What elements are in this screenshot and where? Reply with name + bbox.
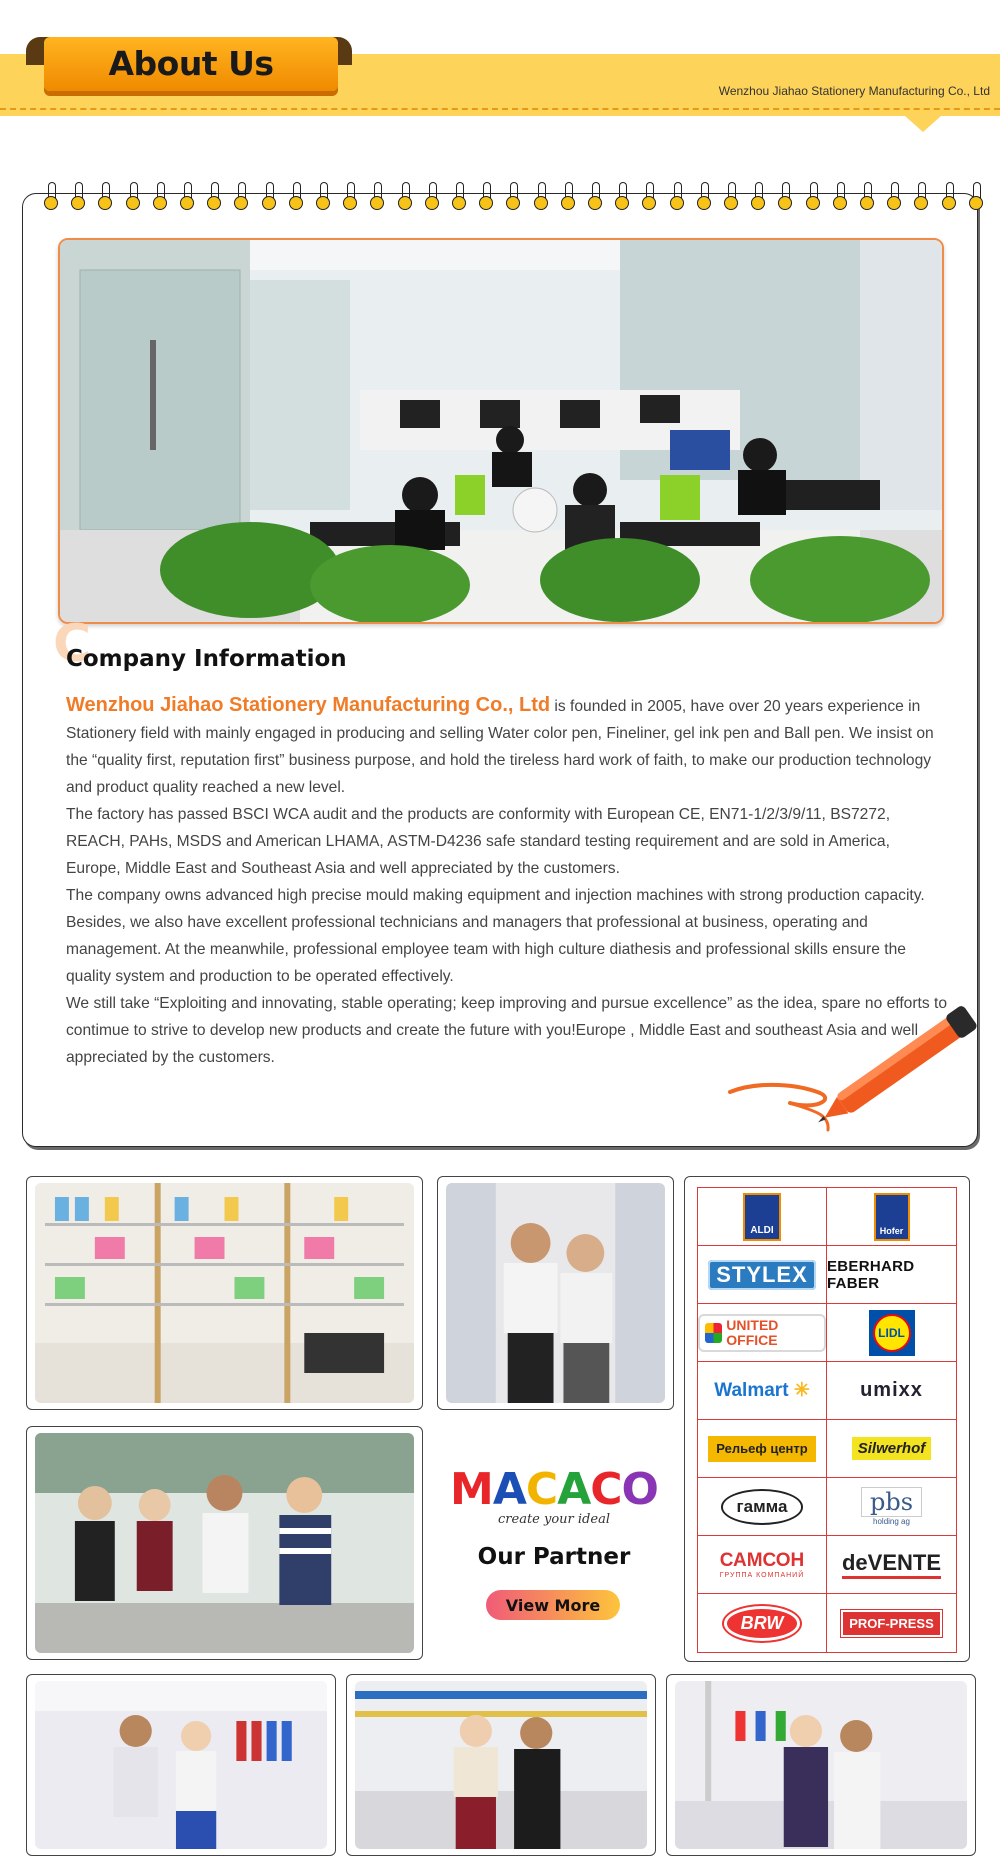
- spiral-ring: [860, 182, 874, 216]
- page-title: About Us: [108, 44, 274, 83]
- spiral-ring: [697, 182, 711, 216]
- spiral-ring: [180, 182, 194, 216]
- spiral-ring: [751, 182, 765, 216]
- spiral-ring: [806, 182, 820, 216]
- logo-stylex: STYLEX: [698, 1246, 827, 1304]
- logo-umixx: umixx: [827, 1362, 956, 1420]
- our-partner-heading: Our Partner: [477, 1544, 631, 1570]
- macaco-logo: [444, 1466, 664, 1527]
- spiral-ring: [452, 182, 466, 216]
- spiral-ring: [887, 182, 901, 216]
- spiral-ring: [479, 182, 493, 216]
- photo-booth-couple-2: [346, 1674, 656, 1856]
- macaco-letter: O: [621, 1464, 658, 1515]
- spiral-ring: [778, 182, 792, 216]
- intro-text: is founded in 2005, have over 20 years experience in Stationery field with mainly engaged in producing and selling Water color pen, Fineliner, gel ink pen and Ball pen. We insist on the “quality first, reputation first” business purpose, and hold the tireless hard work of faith, to make our production technology and product quality reached a new level.: [66, 698, 934, 796]
- logo-prof-press: PROF-PRESS: [827, 1594, 956, 1652]
- marker-pen-illustration: [720, 985, 990, 1135]
- macaco-letter: C: [590, 1464, 622, 1515]
- header-dashed-line: [0, 108, 1000, 110]
- spiral-ring: [615, 182, 629, 216]
- partner-logos-panel: [684, 1176, 970, 1662]
- paragraph-philosophy: We still take “Exploiting and innovating, stable operating; keep improving and pursue excellence” as the idea, spare no efforts to contimue to strive to develop new products and create the future with you!Europe , Middle East and southeast Asia and well appreciated by the customers.: [66, 995, 947, 1066]
- spiral-ring: [833, 182, 847, 216]
- logo-samson: САМСОН ГРУППА КОМПАНИЙ: [698, 1536, 827, 1594]
- company-info-heading: Company Information: [66, 646, 347, 672]
- partner-logo-grid: [697, 1187, 957, 1653]
- united-office-icon: [705, 1323, 722, 1343]
- logo-gamma: гамма: [698, 1478, 827, 1536]
- macaco-letter: M: [450, 1464, 493, 1515]
- spiral-ring: [914, 182, 928, 216]
- spiral-ring: [71, 182, 85, 216]
- spiral-ring: [561, 182, 575, 216]
- logo-eberhard-faber: EBERHARD FABER: [827, 1246, 956, 1304]
- logo-aldi: ALDI: [698, 1188, 827, 1246]
- logo-walmart: Walmart ✳: [698, 1362, 827, 1420]
- macaco-wordmark: [444, 1466, 664, 1514]
- walmart-spark-icon: ✳: [793, 1380, 810, 1401]
- spiral-ring: [534, 182, 548, 216]
- spiral-ring: [153, 182, 167, 216]
- spiral-ring: [262, 182, 276, 216]
- about-us-tab: [44, 37, 338, 91]
- logo-devente: deVENTE: [827, 1536, 956, 1594]
- logo-relef: Рельеф центр: [698, 1420, 827, 1478]
- spiral-ring: [370, 182, 384, 216]
- spiral-ring: [343, 182, 357, 216]
- paragraph-certification: The factory has passed BSCI WCA audit and the products are conformity with European CE, EN71-1/2/3/9/11, BS7272, REACH, PAHs, MSDS and American LHAMA, ASTM-D4236 safe standard testing requirement and are sold in America, Europe, Middle East and Southeast Asia and well appreciated by the customers.: [66, 806, 891, 877]
- logo-united-office: UNITED OFFICE: [698, 1304, 827, 1362]
- company-name-highlight: Wenzhou Jiahao Stationery Manufacturing Co., Ltd: [66, 694, 551, 716]
- macaco-tagline: create your ideal: [498, 1512, 610, 1527]
- section-c-watermark: C: [53, 614, 92, 674]
- macaco-letter: C: [525, 1464, 558, 1515]
- spiral-ring: [234, 182, 248, 216]
- macaco-letter: A: [557, 1464, 591, 1515]
- paragraph-equipment: The company owns advanced high precise mould making equipment and injection machines with strong production capacity. Besides, we also have excellent professional technicians and managers that professional at business, operating and management. At the meanwhile, professional employee team with high culture diathesis and professional skills ensure the quality system and production to be operated effectively.: [66, 887, 925, 985]
- spiral-ring: [506, 182, 520, 216]
- photo-showroom-shelves: [26, 1176, 423, 1410]
- spiral-ring: [425, 182, 439, 216]
- photo-booth-couple-1: [26, 1674, 336, 1856]
- spiral-ring: [969, 182, 983, 216]
- logo-pbs: pbs holding ag: [827, 1478, 956, 1536]
- spiral-ring: [207, 182, 221, 216]
- office-photo: [58, 238, 944, 624]
- spiral-ring: [126, 182, 140, 216]
- spiral-ring: [942, 182, 956, 216]
- logo-hofer: Hofer: [827, 1188, 956, 1246]
- spiral-ring: [98, 182, 112, 216]
- view-more-button[interactable]: View More: [486, 1590, 620, 1620]
- macaco-letter: A: [492, 1464, 526, 1515]
- logo-brw: BRW: [698, 1594, 827, 1652]
- spiral-ring: [724, 182, 738, 216]
- spiral-ring: [398, 182, 412, 216]
- logo-lidl: LIDL: [827, 1304, 956, 1362]
- photo-group-outdoor: [26, 1426, 423, 1660]
- photo-two-men-booth: [437, 1176, 674, 1410]
- paragraph-intro: [66, 692, 948, 801]
- spiral-ring: [316, 182, 330, 216]
- header-notch: [905, 116, 941, 132]
- spiral-ring: [44, 182, 58, 216]
- spiral-ring: [588, 182, 602, 216]
- spiral-ring: [289, 182, 303, 216]
- logo-silwerhof: Silwerhof: [827, 1420, 956, 1478]
- spiral-ring: [670, 182, 684, 216]
- spiral-ring: [642, 182, 656, 216]
- photo-booth-couple-3: [666, 1674, 976, 1856]
- header-company-name: Wenzhou Jiahao Stationery Manufacturing Co., Ltd: [718, 84, 990, 98]
